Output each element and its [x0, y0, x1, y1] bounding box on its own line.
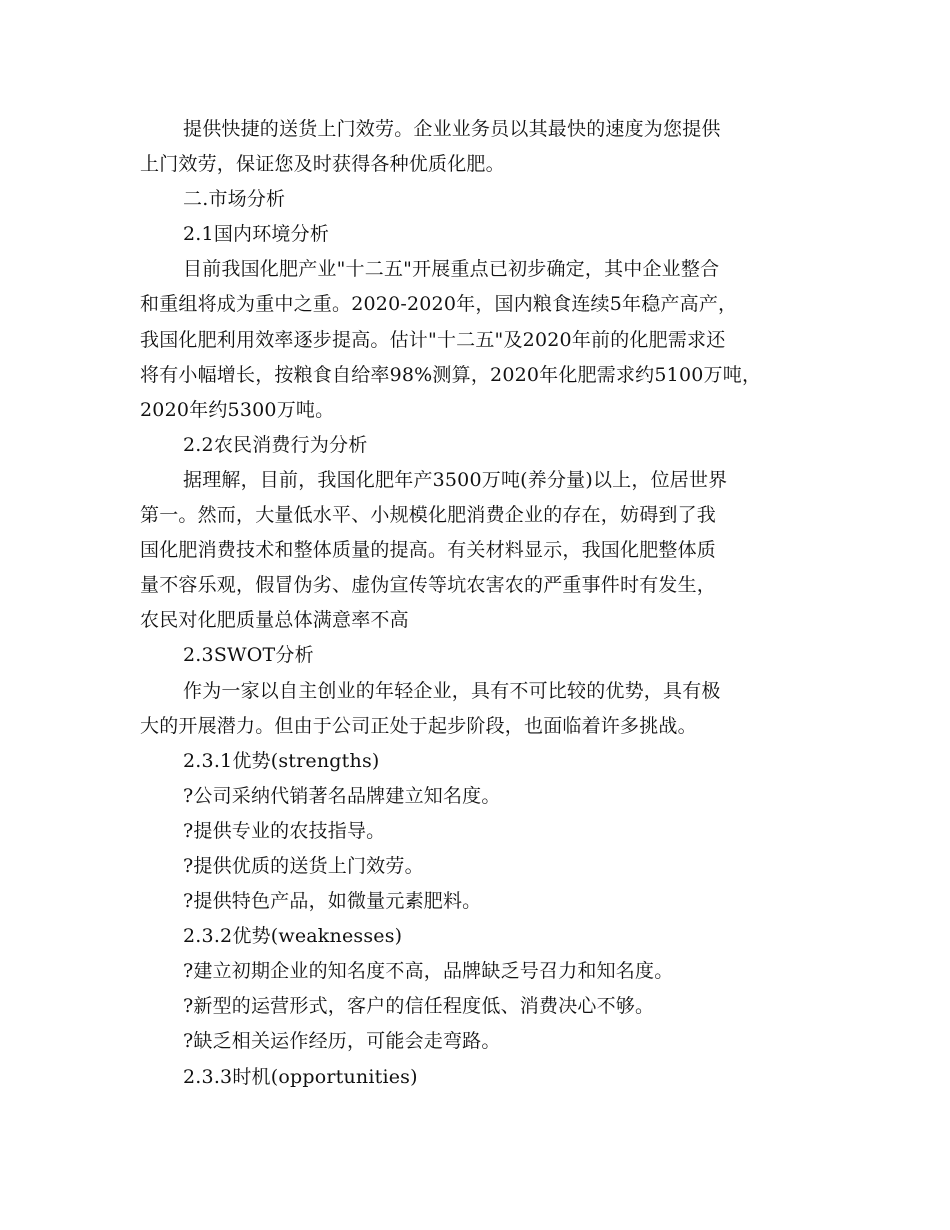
- text-line: 2.2农民消费行为分析: [183, 433, 368, 456]
- text-line: 二.市场分析: [183, 188, 286, 211]
- text-line: 据理解，目前，我国化肥年产3500万吨(养分量)以上，位居世界: [183, 468, 728, 491]
- text-line: 目前我国化肥产业"十二五"开展重点已初步确定，其中企业整合: [183, 258, 720, 281]
- text-line: ?提供优质的送货上门效劳。: [183, 854, 424, 877]
- text-line: 2.3SWOT分析: [183, 644, 314, 667]
- text-line: 提供快捷的送货上门效劳。企业业务员以其最快的速度为您提供: [183, 118, 721, 140]
- text-line: 2.3.2优势(weaknesses): [183, 925, 403, 948]
- text-line: 将有小幅增长，按粮食自给率98%测算，2020年化肥需求约5100万吨，: [140, 363, 762, 386]
- text-line: 上门效劳，保证您及时获得各种优质化肥。: [140, 153, 505, 176]
- document-page: [140, 112, 820, 1095]
- text-line: 我国化肥利用效率逐步提高。估计"十二五"及2020年前的化肥需求还: [140, 328, 726, 351]
- text-line: 量不容乐观，假冒伪劣、虚伪宣传等坑农害农的严重事件时有发生，: [140, 574, 717, 597]
- text-line: 大的开展潜力。但由于公司正处于起步阶段，也面临着许多挑战。: [140, 714, 697, 737]
- text-line: 国化肥消费技术和整体质量的提高。有关材料显示，我国化肥整体质: [140, 539, 717, 562]
- text-line: 2.3.3时机(opportunities): [183, 1065, 418, 1088]
- text-line: ?新型的运营形式，客户的信任程度低、消费决心不够。: [183, 995, 655, 1018]
- text-line: ?提供专业的农技指导。: [183, 819, 386, 842]
- text-line: 第一。然而，大量低水平、小规模化肥消费企业的存在，妨碍到了我: [140, 504, 717, 527]
- text-line: 2.1国内环境分析: [183, 223, 330, 246]
- text-line: 农民对化肥质量总体满意率不高: [140, 609, 409, 632]
- text-line: ?提供特色产品，如微量元素肥料。: [183, 890, 482, 913]
- text-line: ?公司采纳代销著名品牌建立知名度。: [183, 784, 501, 807]
- text-line: 和重组将成为重中之重。2020-2020年，国内粮食连续5年稳产高产，: [140, 293, 738, 316]
- text-line: 2.3.1优势(strengths): [183, 749, 380, 772]
- text-line: 2020年约5300万吨。: [140, 398, 335, 421]
- text-line: 作为一家以自主创业的年轻企业，具有不可比较的优势，具有极: [183, 679, 721, 702]
- text-line: ?缺乏相关运作经历，可能会走弯路。: [183, 1030, 501, 1053]
- text-line: ?建立初期企业的知名度不高，品牌缺乏号召力和知名度。: [183, 960, 674, 983]
